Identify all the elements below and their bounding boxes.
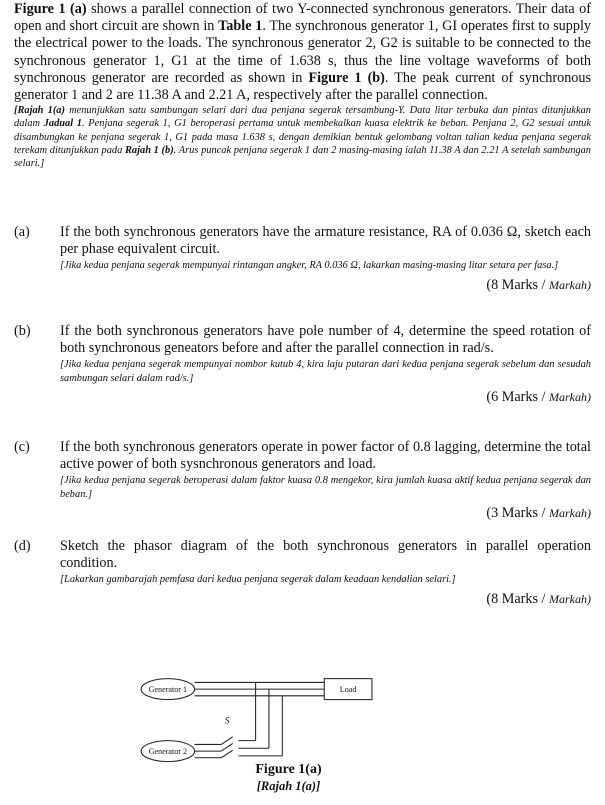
question-text: If the both synchronous generators have pole number of 4, determine the speed rotation of both synchronous geneators before and after the parallel connection in rad/s. bbox=[60, 323, 591, 357]
question-b bbox=[14, 323, 591, 406]
page bbox=[14, 0, 592, 607]
marks: (6 Marks / Markah) bbox=[486, 388, 591, 405]
question-text: Sketch the phasor diagram of the both synchronous generators in parallel operation condition. bbox=[60, 538, 591, 572]
generator-2-label: Generator 2 bbox=[148, 746, 188, 756]
marks: (3 Marks / Markah) bbox=[486, 504, 591, 521]
question-text-malay: [Jika kedua penjana segerak beroperasi dalam faktor kuasa 0.8 mengekor, kira jumlah kuasa aktif kedua penjana segerak dan beban.] bbox=[60, 475, 591, 500]
load-label: Load bbox=[339, 684, 357, 694]
intro-malay-paragraph: [Rajah 1(a) menunjukkan satu sambungan selari dari dua penjana segerak tersambung-Y. Data litar terbuka dan pintas ditunjukkan dalam Jadual 1. Penjana segerak 1, G1 beroperasi pertama untuk membekalkan kuasa elektrik ke beban. Penjana 2, G2 sesuai untuk disambungkan ke penjana segerak 1, G1 pada masa 1.638 s, dengan demikian bentuk gelombang voltan talian kedua penjana segerak terekam ditunjukkan pada Rajah 1 (b). Arus puncak penjana segerak 1 dan 2 masing-masing ialah 11.38 A dan 2.21 A setelah sambungan selari.] bbox=[14, 105, 591, 170]
question-c bbox=[14, 439, 591, 522]
caption-english: Figure 1(a) bbox=[255, 762, 322, 777]
question-text-malay: [Lakarkan gambarajah pemfasa dari kedua penjana segerak dalam keadaan kendalian selari.] bbox=[60, 574, 456, 586]
question-text: If the both synchronous generators have the armature resistance, RA of 0.036 Ω, sketch each per phase equivalent circuit. bbox=[60, 224, 591, 258]
question-a bbox=[14, 224, 591, 294]
question-text-malay: [Jika kedua penjana segerak mempunyai nombor kutub 4, kira laju putaran dari kedua penjana segerak sebelum dan sesudah sambungan selari dalam rad/s.] bbox=[60, 359, 591, 384]
table-ref: Table 1 bbox=[218, 18, 263, 35]
marks: (8 Marks / Markah) bbox=[486, 276, 591, 293]
caption-malay: [Rajah 1(a)] bbox=[256, 779, 321, 793]
question-label: (c) bbox=[14, 439, 30, 455]
question-text: If the both synchronous generators operate in power factor of 0.8 lagging, determine the total active power of both sysnchronous generators and load. bbox=[60, 439, 591, 473]
switch-label: S bbox=[224, 716, 230, 727]
question-d bbox=[14, 538, 591, 608]
question-label: (b) bbox=[14, 323, 31, 339]
figure-ref: Figure 1 (a) bbox=[14, 1, 87, 17]
question-label: (d) bbox=[14, 538, 31, 554]
figure-caption bbox=[0, 762, 577, 794]
question-label: (a) bbox=[14, 224, 30, 240]
intro-paragraph: Figure 1 (a) shows a parallel connection of two Y-connected synchronous generators. Their data of open and short circuit are shown in Table 1. The synchronous generator 1, GI operates first to supply the electrical power to the loads. The synchronous generator 2, G2 is suitable to be connected to the synchronous generator 1, G1 at the time of 1.638 s, thus the line voltage waveforms of both synchronous generator are recorded as shown in Figure 1 (b). The peak current of synchronous generator 1 and 2 are 11.38 A and 2.21 A, respectively after the parallel connection. bbox=[14, 1, 592, 104]
generator-1-label: Generator 1 bbox=[148, 684, 188, 694]
figure-ref-2: Figure 1 (b) bbox=[308, 69, 385, 86]
marks: (8 Marks / Markah) bbox=[486, 590, 591, 607]
question-text-malay: [Jika kedua penjana segerak mempunyai rintangan angker, RA 0.036 Ω, lakarkan masing-masing litar setara per fasa.] bbox=[60, 260, 559, 272]
